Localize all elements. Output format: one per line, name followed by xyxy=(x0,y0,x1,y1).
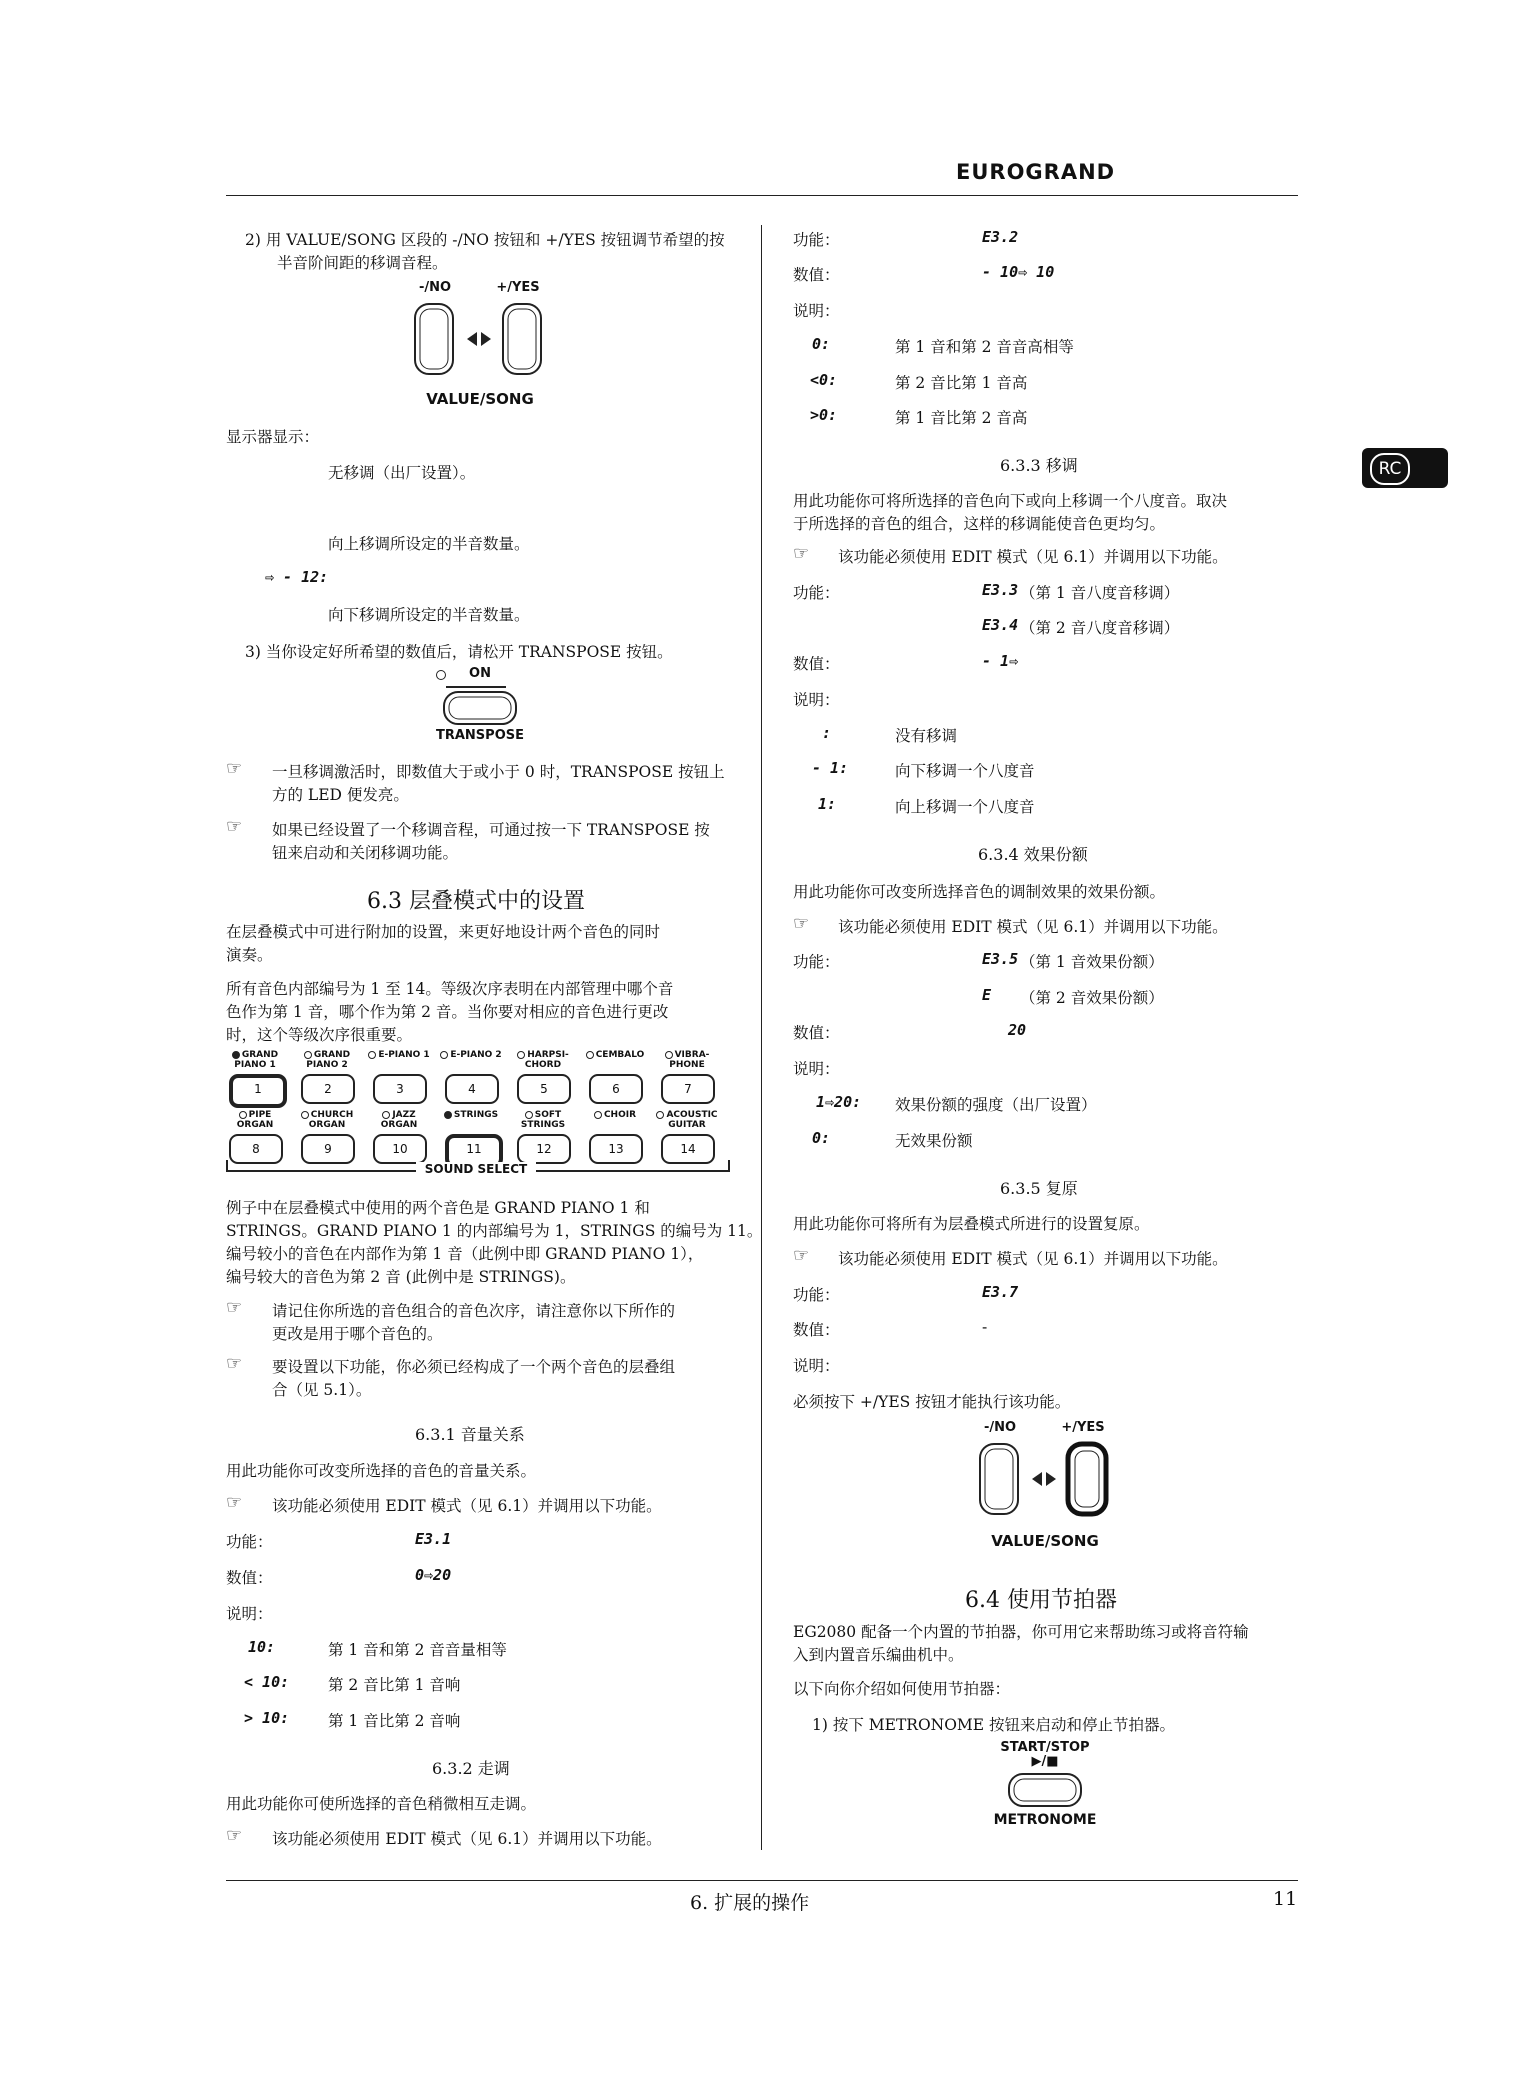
value-song-label: VALUE/SONG xyxy=(426,390,534,408)
sound-name: PIPE ORGAN xyxy=(236,1110,274,1130)
sound-name: GRAND PIANO 2 xyxy=(306,1050,351,1070)
note-3-line1: 请记住你所选的音色组合的音色次序，请注意你以下所作的 xyxy=(272,1302,676,1320)
desc-text: 第 1 音比第 2 音高 xyxy=(895,409,1028,427)
sound-label xyxy=(436,1110,506,1120)
no-button-label: -/NO xyxy=(983,1420,1017,1435)
transpose-led xyxy=(436,670,446,680)
sound-label xyxy=(652,1110,722,1130)
sound-label xyxy=(220,1110,290,1130)
desc-text: 效果份额的强度（出厂设置） xyxy=(895,1096,1097,1114)
down-transpose-desc: 向下移调所设定的半音数量。 xyxy=(328,606,530,624)
transpose-illustration xyxy=(430,666,530,746)
note-3-line2: 更改是用于哪个音色的。 xyxy=(272,1325,443,1343)
desc-text: 没有移调 xyxy=(895,727,958,745)
desc-key: <0: xyxy=(810,371,838,389)
edit-note-6-3-1: 该功能必须使用 EDIT 模式（见 6.1）并调用以下功能。 xyxy=(272,1497,662,1515)
step-2-line2: 半音阶间距的移调音程。 xyxy=(277,254,448,272)
function-desc: （第 1 音八度音移调） xyxy=(1020,584,1180,602)
value-song-buttons xyxy=(970,1436,1120,1521)
on-underline xyxy=(446,686,506,688)
function-value: E xyxy=(982,986,992,1004)
sound-button[interactable]: 2 xyxy=(301,1074,355,1104)
sound-label xyxy=(220,1050,290,1070)
sound-name: VIBRA-PHONE xyxy=(669,1050,710,1070)
description-label: 说明： xyxy=(793,691,840,709)
example-line3: 编号较小的音色在内部作为第 1 音（此例中即 GRAND PIANO 1）， xyxy=(226,1245,704,1263)
sound-label xyxy=(580,1110,650,1120)
value-song-label: VALUE/SONG xyxy=(991,1532,1099,1550)
sound-name: CHOIR xyxy=(603,1110,637,1120)
sound-label xyxy=(292,1050,362,1070)
sound-label xyxy=(436,1050,506,1060)
function-label: 功能： xyxy=(793,1286,840,1304)
para-6-3-1: 用此功能你可改变所选择的音色的音量关系。 xyxy=(226,1462,537,1480)
edit-note-6-3-5: 该功能必须使用 EDIT 模式（见 6.1）并调用以下功能。 xyxy=(838,1250,1228,1268)
yes-button-label: +/YES xyxy=(1061,1420,1105,1435)
note-hand-icon: ☞ xyxy=(226,816,243,837)
para-6-4-line2: 入到内置音乐编曲机中。 xyxy=(793,1646,964,1664)
sound-button[interactable]: 12 xyxy=(517,1134,571,1164)
sound-button[interactable]: 7 xyxy=(661,1074,715,1104)
sound-name: E-PIANO 2 xyxy=(450,1050,502,1060)
note-4-line2: 合（见 5.1）。 xyxy=(272,1381,372,1399)
value-label: 数值： xyxy=(226,1569,273,1587)
language-tab xyxy=(1362,448,1448,488)
section-6-3-5-title: 6.3.5 复原 xyxy=(1000,1179,1078,1198)
note-hand-icon: ☞ xyxy=(226,1353,243,1374)
desc-key: 1: xyxy=(818,795,837,813)
desc-key: : xyxy=(822,724,832,742)
desc-text: 向上移调一个八度音 xyxy=(895,798,1035,816)
para-6-3-2: 用此功能你可使所选择的音色稍微相互走调。 xyxy=(226,1795,537,1813)
value-song-illustration-yes xyxy=(970,1418,1120,1548)
value-label: 数值： xyxy=(793,1321,840,1339)
metronome-label: METRONOME xyxy=(993,1812,1097,1828)
para-6-3-5: 用此功能你可将所有为层叠模式所进行的设置复原。 xyxy=(793,1215,1150,1233)
desc-text: 无效果份额 xyxy=(895,1132,973,1150)
value-label: 数值： xyxy=(793,655,840,673)
para-6-4-line1: EG2080 配备一个内置的节拍器，你可用它来帮助练习或将音符输 xyxy=(793,1623,1249,1641)
range-down-value: ⇨ - 12: xyxy=(265,568,329,586)
sound-name: SOFT STRINGS xyxy=(520,1110,566,1130)
sound-led xyxy=(656,1111,664,1119)
sound-led xyxy=(586,1051,594,1059)
sound-button[interactable]: 13 xyxy=(589,1134,643,1164)
section-6-3-4-title: 6.3.4 效果份额 xyxy=(978,845,1088,864)
para-6-3-5b: 必须按下 +/YES 按钮才能执行该功能。 xyxy=(793,1393,1071,1411)
section-6-3-1-title: 6.3.1 音量关系 xyxy=(415,1425,525,1444)
function-value: E3.2 xyxy=(982,228,1019,246)
sound-button[interactable]: 3 xyxy=(373,1074,427,1104)
sound-led xyxy=(525,1111,533,1119)
desc-key: 10: xyxy=(248,1638,276,1656)
note-1-line1: 一旦移调激活时，即数值大于或小于 0 时，TRANSPOSE 按钮上 xyxy=(272,763,725,781)
description-label: 说明： xyxy=(793,302,840,320)
sound-label xyxy=(508,1110,578,1130)
edit-note-6-3-4: 该功能必须使用 EDIT 模式（见 6.1）并调用以下功能。 xyxy=(838,918,1228,936)
note-hand-icon: ☞ xyxy=(226,1825,243,1846)
on-label: ON xyxy=(469,666,491,681)
example-line1: 例子中在层叠模式中使用的两个音色是 GRAND PIANO 1 和 xyxy=(226,1199,650,1217)
sound-button[interactable]: 1 xyxy=(229,1074,287,1108)
function-value: E3.4 xyxy=(982,616,1019,634)
value-range: - 1⇨ xyxy=(982,652,1019,670)
para-6-3-line2: 演奏。 xyxy=(226,946,273,964)
sound-name: E-PIANO 1 xyxy=(378,1050,430,1060)
sound-led xyxy=(239,1111,247,1119)
value-range: 0⇨20 xyxy=(415,1566,452,1584)
para-6-3-4: 用此功能你可改变所选择音色的调制效果的效果份额。 xyxy=(793,883,1166,901)
note-2-line2: 钮来启动和关闭移调功能。 xyxy=(272,844,459,862)
desc-key: > 10: xyxy=(244,1709,290,1727)
sound-led xyxy=(440,1051,448,1059)
sound-label xyxy=(292,1110,362,1130)
edit-note-6-3-3: 该功能必须使用 EDIT 模式（见 6.1）并调用以下功能。 xyxy=(838,548,1228,566)
function-desc: （第 1 音效果份额） xyxy=(1020,953,1164,971)
desc-text: 第 1 音比第 2 音响 xyxy=(328,1712,461,1730)
sound-button[interactable]: 6 xyxy=(589,1074,643,1104)
desc-key: 0: xyxy=(812,335,831,353)
para-6-3-3-line2: 于所选择的音色的组合，这样的移调能使音色更均匀。 xyxy=(793,515,1166,533)
value-label: 数值： xyxy=(793,1024,840,1042)
up-transpose-desc: 向上移调所设定的半音数量。 xyxy=(328,535,530,553)
sound-led xyxy=(301,1111,309,1119)
sound-led xyxy=(368,1051,376,1059)
note-hand-icon: ☞ xyxy=(793,913,810,934)
para-order-line2: 色作为第 1 音，哪个作为第 2 音。当你要对相应的音色进行更改 xyxy=(226,1003,669,1021)
description-label: 说明： xyxy=(226,1605,273,1623)
sound-led xyxy=(382,1111,390,1119)
para-6-3-line1: 在层叠模式中可进行附加的设置，来更好地设计两个音色的同时 xyxy=(226,923,661,941)
section-6-3-3-title: 6.3.3 移调 xyxy=(1000,456,1078,475)
example-line4: 编号较大的音色为第 2 音 (此例中是 STRINGS)。 xyxy=(226,1268,576,1286)
value-range: - xyxy=(982,1318,988,1336)
step-2-line1: 2) 用 VALUE/SONG 区段的 -/NO 按钮和 +/YES 按钮调节希望的按 xyxy=(245,231,725,249)
sound-button[interactable]: 9 xyxy=(301,1134,355,1164)
footer-rule xyxy=(226,1880,1298,1881)
desc-text: 第 1 音和第 2 音音高相等 xyxy=(895,338,1074,356)
sound-name: STRINGS xyxy=(453,1110,499,1120)
sound-name: GRAND PIANO 1 xyxy=(234,1050,279,1070)
sound-name: HARPSI-CHORD xyxy=(524,1050,569,1070)
play-stop-icon: ▶/■ xyxy=(1031,1754,1059,1769)
sound-select-panel xyxy=(226,1050,731,1180)
desc-key: < 10: xyxy=(244,1673,290,1691)
sound-button[interactable]: 5 xyxy=(517,1074,571,1104)
edit-note-6-3-2: 该功能必须使用 EDIT 模式（见 6.1）并调用以下功能。 xyxy=(272,1830,662,1848)
sound-name: ACOUSTIC GUITAR xyxy=(666,1110,718,1130)
value-song-buttons xyxy=(405,296,555,381)
desc-text: 第 1 音和第 2 音音量相等 xyxy=(328,1641,507,1659)
no-transpose-desc: 无移调（出厂设置）。 xyxy=(328,464,476,482)
desc-key: >0: xyxy=(810,406,838,424)
section-6-4-title: 6.4 使用节拍器 xyxy=(965,1588,1117,1613)
function-value: E3.5 xyxy=(982,950,1019,968)
sound-button[interactable]: 14 xyxy=(661,1134,715,1164)
no-button-label: -/NO xyxy=(418,280,452,295)
example-line2: STRINGS。GRAND PIANO 1 的内部编号为 1，STRINGS 的编号为 11。 xyxy=(226,1222,763,1240)
desc-text: 第 2 音比第 1 音响 xyxy=(328,1676,461,1694)
para-order-line1: 所有音色内部编号为 1 至 14。等级次序表明在内部管理中哪个音 xyxy=(226,980,674,998)
value-song-illustration xyxy=(405,278,555,408)
note-hand-icon: ☞ xyxy=(793,1245,810,1266)
metronome-illustration xyxy=(985,1740,1105,1830)
note-1-line2: 方的 LED 便发亮。 xyxy=(272,786,409,804)
function-value: E3.7 xyxy=(982,1283,1019,1301)
display-shows: 显示器显示： xyxy=(226,428,320,446)
sound-button[interactable]: 4 xyxy=(445,1074,499,1104)
function-desc: （第 2 音效果份额） xyxy=(1020,989,1164,1007)
sound-label xyxy=(364,1110,434,1130)
sound-button[interactable]: 10 xyxy=(373,1134,427,1164)
desc-text: 向下移调一个八度音 xyxy=(895,762,1035,780)
value-range: 20 xyxy=(1008,1021,1027,1039)
language-tab-label: RC xyxy=(1370,453,1410,485)
note-hand-icon: ☞ xyxy=(793,543,810,564)
para-6-4-line3: 以下向你介绍如何使用节拍器： xyxy=(793,1680,1011,1698)
function-label: 功能： xyxy=(793,953,840,971)
sound-name: CEMBALO xyxy=(595,1050,645,1060)
page-number: 11 xyxy=(1273,1888,1298,1910)
description-label: 说明： xyxy=(793,1357,840,1375)
value-label: 数值： xyxy=(793,266,840,284)
yes-button-label: +/YES xyxy=(496,280,540,295)
desc-key: - 1: xyxy=(812,759,849,777)
column-divider xyxy=(761,225,762,1850)
header-rule xyxy=(226,195,1298,196)
function-label: 功能： xyxy=(793,231,840,249)
note-hand-icon: ☞ xyxy=(226,758,243,779)
brand-logo: EUROGRAND xyxy=(956,160,1116,184)
sound-name: JAZZ ORGAN xyxy=(380,1110,418,1130)
sound-label xyxy=(508,1050,578,1070)
transpose-label: TRANSPOSE xyxy=(435,728,524,743)
footer-chapter: 6. 扩展的操作 xyxy=(690,1892,810,1914)
para-order-line3: 时，这个等级次序很重要。 xyxy=(226,1026,413,1044)
note-hand-icon: ☞ xyxy=(226,1297,243,1318)
function-label: 功能： xyxy=(226,1533,273,1551)
sound-led xyxy=(665,1051,673,1059)
metronome-step-1: 1) 按下 METRONOME 按钮来启动和停止节拍器。 xyxy=(812,1716,1176,1734)
start-stop-label: START/STOP xyxy=(1000,1740,1090,1755)
function-value: E3.1 xyxy=(415,1530,452,1548)
sound-led xyxy=(594,1111,602,1119)
desc-key: 0: xyxy=(812,1129,831,1147)
value-range: - 10⇨ 10 xyxy=(982,263,1055,281)
note-hand-icon: ☞ xyxy=(226,1492,243,1513)
para-6-3-3-line1: 用此功能你可将所选择的音色向下或向上移调一个八度音。取决 xyxy=(793,492,1228,510)
description-label: 说明： xyxy=(793,1060,840,1078)
sound-led xyxy=(444,1111,452,1119)
step-3: 3) 当你设定好所希望的数值后，请松开 TRANSPOSE 按钮。 xyxy=(245,643,673,661)
sound-label xyxy=(364,1050,434,1060)
metronome-button xyxy=(1007,1772,1083,1808)
note-4-line1: 要设置以下功能，你必须已经构成了一个两个音色的层叠组 xyxy=(272,1358,676,1376)
sound-led xyxy=(232,1051,240,1059)
sound-label xyxy=(580,1050,650,1060)
sound-led xyxy=(517,1051,525,1059)
sound-button[interactable]: 8 xyxy=(229,1134,283,1164)
transpose-button xyxy=(442,690,518,726)
section-6-3-title: 6.3 层叠模式中的设置 xyxy=(367,889,585,914)
desc-key: 1⇨20: xyxy=(816,1093,862,1111)
sound-name: CHURCH ORGAN xyxy=(308,1110,354,1130)
function-desc: （第 2 音八度音移调） xyxy=(1020,619,1180,637)
sound-led xyxy=(304,1051,312,1059)
section-6-3-2-title: 6.3.2 走调 xyxy=(432,1759,510,1778)
function-label: 功能： xyxy=(793,584,840,602)
sound-button[interactable]: 11 xyxy=(445,1134,503,1168)
note-2-line1: 如果已经设置了一个移调音程，可通过按一下 TRANSPOSE 按 xyxy=(272,821,710,839)
sound-select-label: SOUND SELECT xyxy=(416,1162,536,1176)
sound-label xyxy=(652,1050,722,1070)
desc-text: 第 2 音比第 1 音高 xyxy=(895,374,1028,392)
function-value: E3.3 xyxy=(982,581,1019,599)
